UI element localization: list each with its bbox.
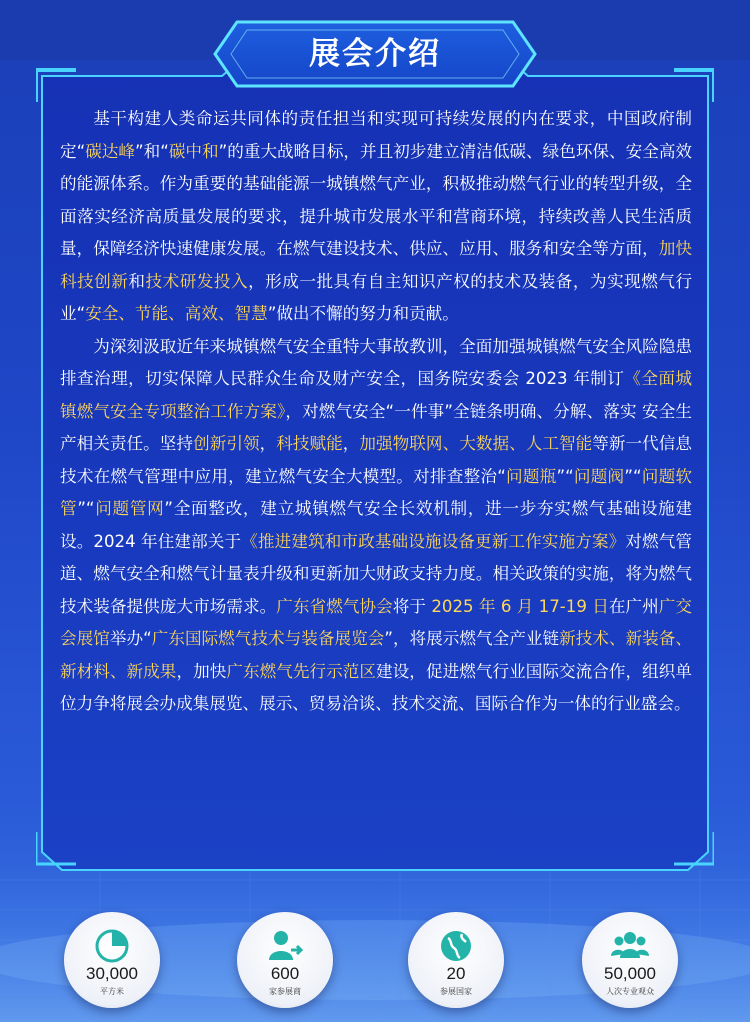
- paragraph-2: [60, 331, 692, 721]
- highlight-text: 广东国际燃气技术与装备展览会: [151, 629, 385, 648]
- body-text: ，加快: [176, 661, 227, 681]
- stat-countries: [408, 912, 504, 1008]
- stats-row: [0, 900, 750, 1022]
- highlight-text: 2025 年 6 月 17-19 日: [431, 596, 609, 616]
- body-text: ”全面整改，建立城镇燃气安全长效机制，进一步夯实燃气基础设施建设。2024 年住建部关于: [60, 499, 693, 551]
- highlight-text: 加快科技创新: [60, 239, 693, 291]
- body-text: ”，将展示燃气全产业链: [384, 629, 560, 648]
- visitors-icon: [610, 926, 650, 966]
- body-text: ”“: [556, 466, 574, 486]
- globe-icon: [436, 926, 476, 966]
- body-text: 和: [128, 271, 146, 291]
- body-text: ”“: [77, 499, 95, 518]
- stat-visitors: [582, 912, 678, 1008]
- body-text: 建设，促进燃气行业国际交流合作，组织单位力争将展会办成集展览、展示、贸易洽谈、技术交流、国际合作为一体的行业盛会。: [60, 661, 693, 713]
- body-text: ，对燃气安全“一件事”全链条明确、分解、落实 安全生产相关责任。坚持: [60, 401, 693, 453]
- body-text: ，: [342, 434, 360, 453]
- stat-exhibitors: [237, 912, 333, 1008]
- paragraph-1: [60, 103, 692, 331]
- highlight-text: 安全、节能、高效、智慧: [85, 304, 268, 323]
- stat-label: 人次专业观众: [606, 987, 654, 996]
- stat-value: 600: [270, 964, 300, 983]
- highlight-text: 碳达峰: [85, 141, 136, 161]
- stat-area: [64, 912, 160, 1008]
- highlight-text: 科技赋能: [276, 434, 343, 453]
- area-chart-icon: [92, 926, 132, 966]
- intro-text: [60, 103, 692, 721]
- highlight-text: 问题软管: [60, 466, 692, 518]
- stat-value: 30,000: [86, 964, 138, 983]
- highlight-text: 加强物联网、大数据、人工智能: [359, 434, 593, 453]
- body-text: ，形成一批具有自主知识产权的技术及装备，为实现燃气行业“: [60, 271, 693, 323]
- stat-label: 参展国家: [440, 987, 472, 996]
- body-text: ”和“: [135, 141, 169, 161]
- highlight-text: 《推进建筑和市政基础设施设备更新工作实施方案》: [241, 531, 626, 551]
- body-text: 在广州: [608, 596, 659, 616]
- highlight-text: 广交会展馆: [60, 596, 693, 648]
- highlight-text: 新技术、新装备、新材料、新成果: [60, 629, 693, 681]
- highlight-text: 《全面城镇燃气安全专项整治工作方案》: [60, 369, 693, 421]
- body-text: 将于: [392, 596, 432, 616]
- stat-value: 20: [446, 964, 466, 983]
- body-text: 对燃气管道、燃气安全和燃气计量表升级和更新加大财政支持力度。相关政策的实施，将为燃气技术装备提供庞大市场需求。: [60, 531, 693, 616]
- highlight-text: 广东燃气先行示范区: [226, 661, 377, 681]
- highlight-text: 问题管网: [94, 499, 165, 518]
- body-text: 举办“: [109, 629, 152, 648]
- highlight-text: 技术研发投入: [145, 271, 249, 291]
- highlight-text: 问题瓶: [505, 466, 557, 486]
- highlight-text: 碳中和: [168, 141, 219, 161]
- exhibitor-icon: [265, 926, 305, 966]
- highlight-text: 创新引领: [193, 434, 260, 453]
- highlight-text: 问题阀: [573, 466, 625, 486]
- body-text: ”的重大战略目标，并且初步建立清洁低碳、绿色环保、安全高效的能源体系。作为重要的基础能源一城镇燃气产业，积极推动燃气行业的转型升级，全面落实经济高质量发展的要求，提升城市发展水平和营商环境，持续改善人民生活质量，保障经济快速健康发展。在燃气建设技术、供应、应用、服务和安全等方面，: [60, 141, 693, 258]
- stat-label: 平方米: [100, 987, 124, 996]
- body-text: 基干构建人类命运共同体的责任担当和实现可持续发展的内在要求，中国政府制定“: [60, 109, 692, 161]
- page-title: 展会介绍: [309, 36, 441, 72]
- body-text: ”做出不懈的努力和贡献。: [267, 304, 459, 323]
- body-text: ”“: [624, 466, 642, 486]
- stat-value: 50,000: [604, 964, 656, 983]
- body-text: 为深刻汲取近年来城镇燃气安全重特大事故教训，全面加强城镇燃气安全风险隐患排查治理，切实保障人民群众生命及财产安全，国务院安委会 2023 年制订: [60, 336, 692, 388]
- highlight-text: 广东省燃气协会: [276, 596, 393, 616]
- body-text: ，: [259, 434, 277, 453]
- body-text: 等新一代信息技术在燃气管理中应用，建立燃气安全大模型。对排查整治“: [60, 434, 693, 486]
- stat-label: 家参展商: [269, 987, 301, 996]
